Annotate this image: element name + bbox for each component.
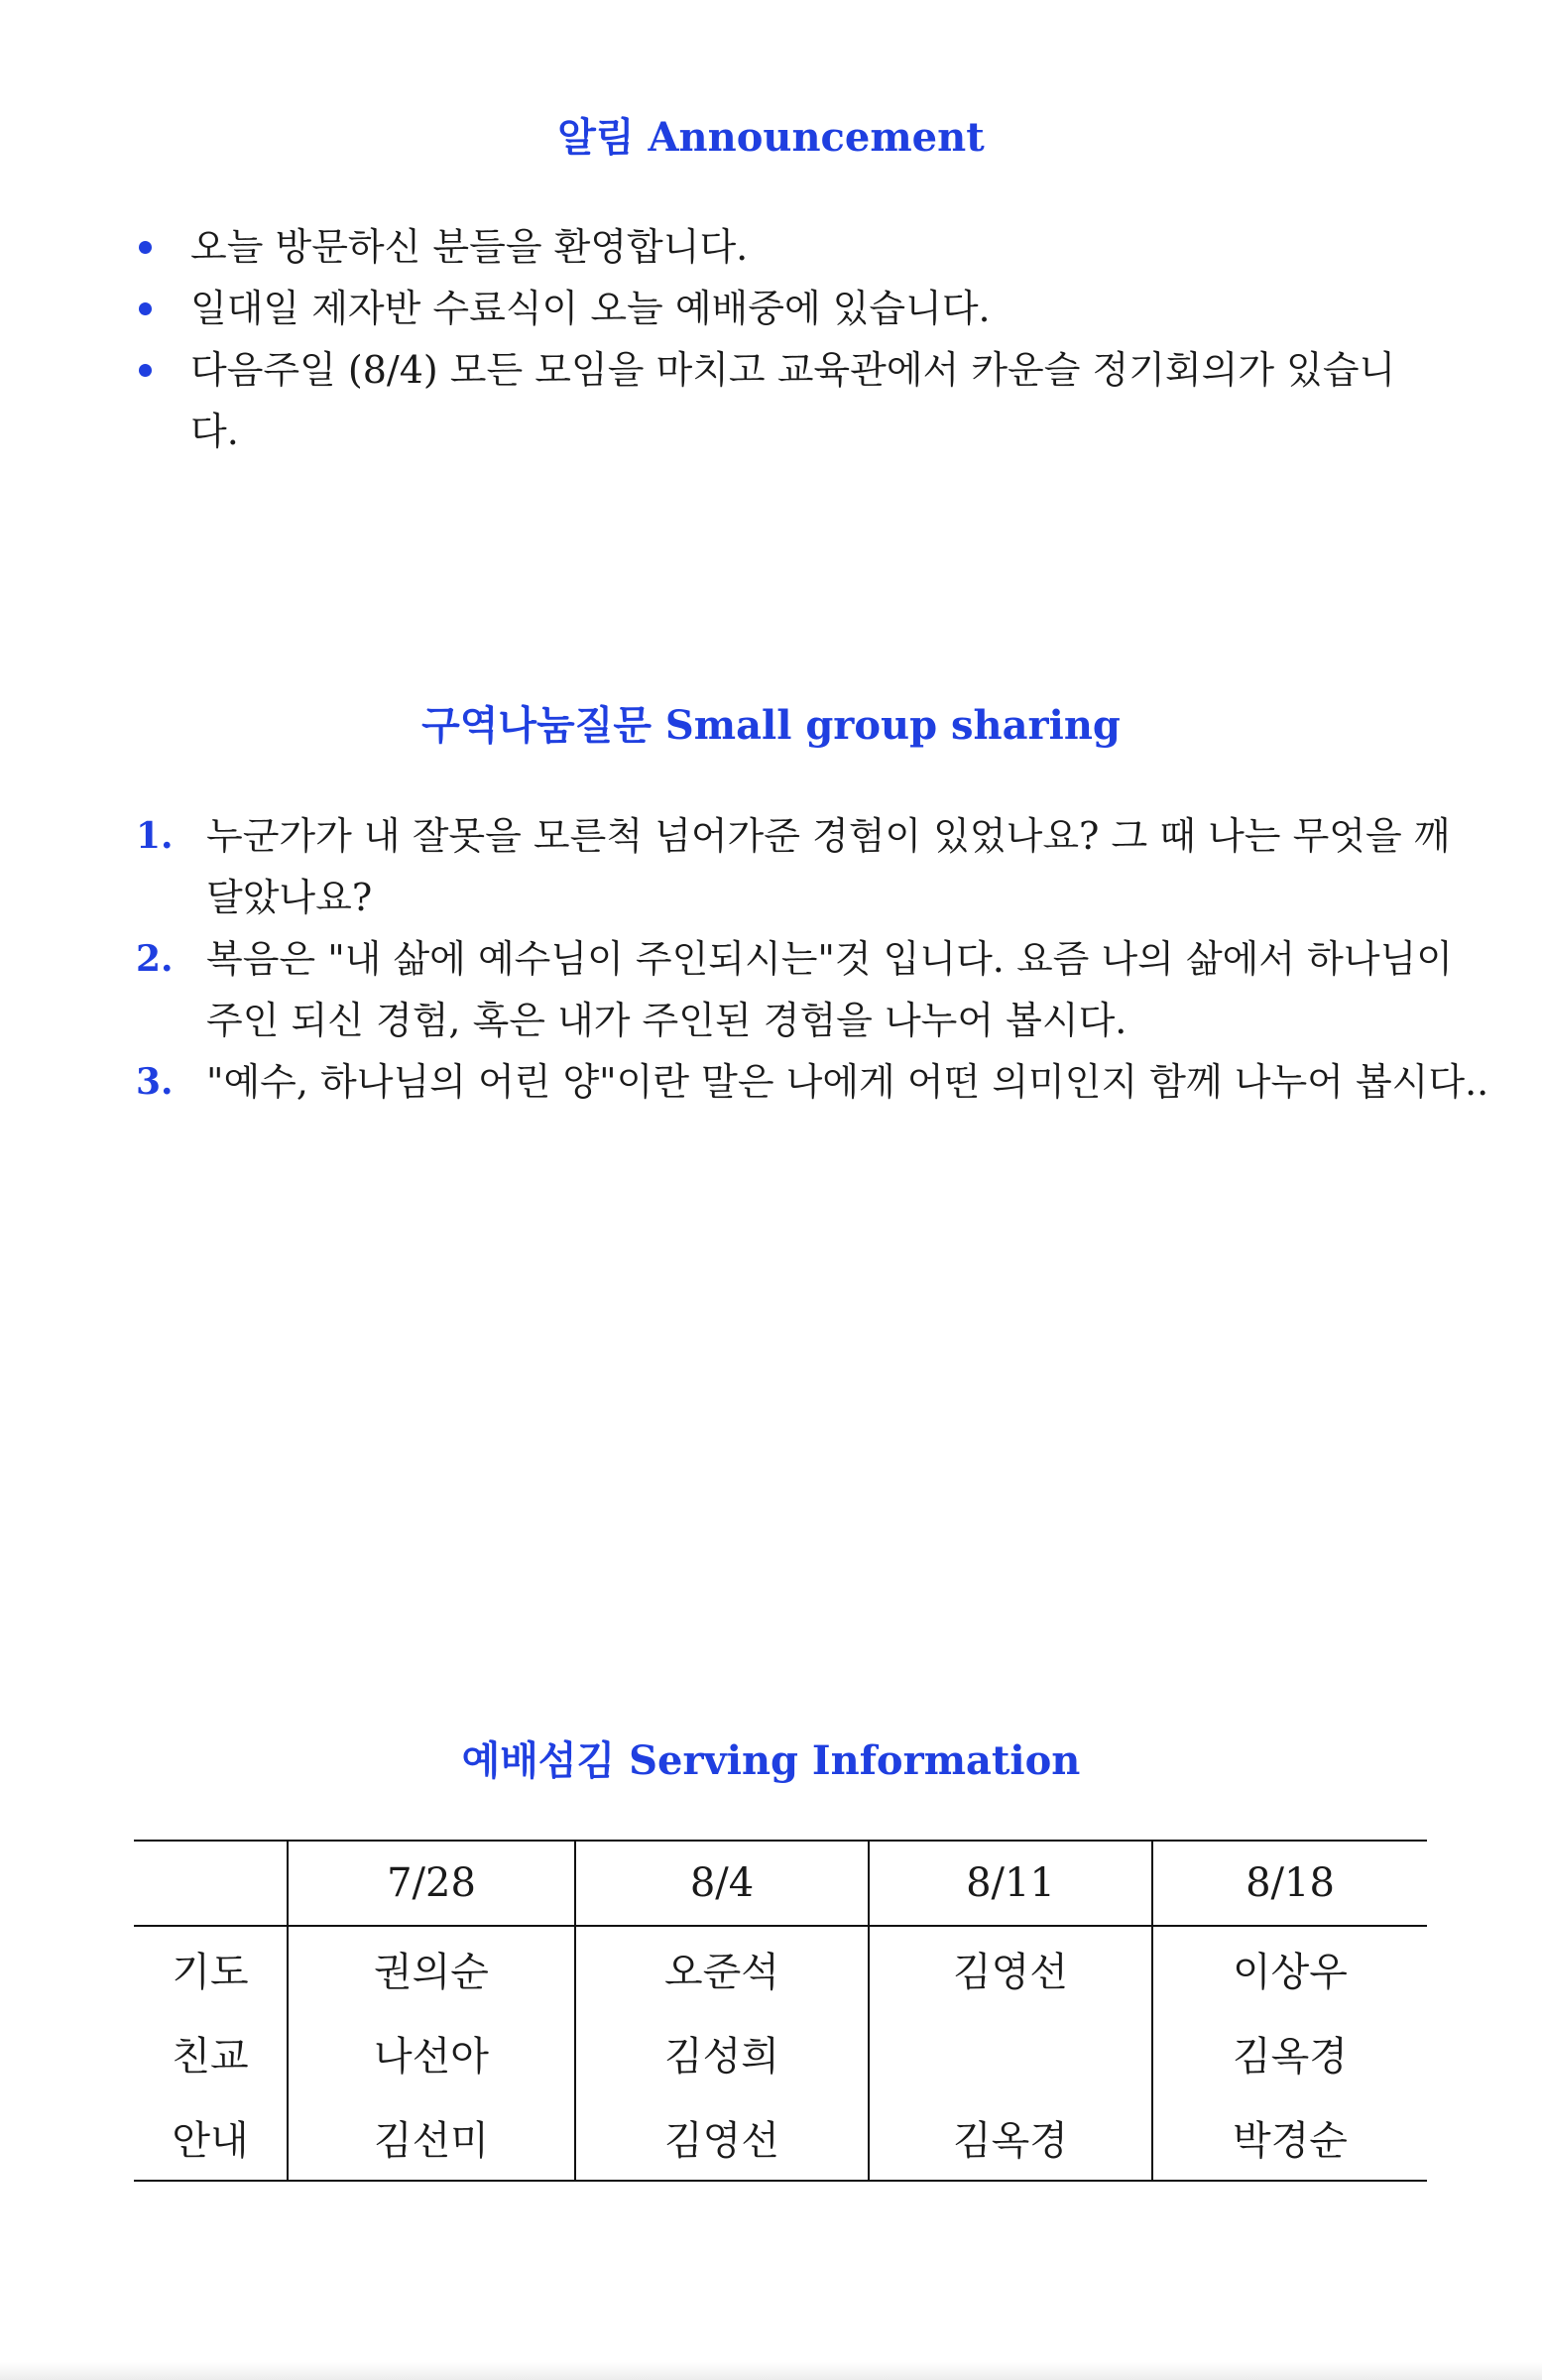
announcement-text: 다음주일 (8/4) 모든 모임을 마치고 교육관에서 카운슬 정기회의가 있습니다. — [190, 348, 1396, 453]
sharing-list — [134, 805, 1489, 1113]
name-cell: 나선아 — [288, 2011, 575, 2095]
bullet-icon — [139, 241, 152, 254]
announcement-text: 오늘 방문하신 분들을 환영합니다. — [190, 225, 749, 269]
bullet-icon — [139, 364, 152, 377]
announcement-list — [134, 216, 1423, 462]
item-number: 2. — [136, 938, 174, 980]
role-cell: 안내 — [172, 2118, 249, 2164]
header-date: 8/4 — [575, 1841, 869, 1926]
item-number: 1. — [136, 815, 174, 857]
name-cell: 이상우 — [1152, 1926, 1427, 2011]
item-number: 3. — [136, 1061, 174, 1103]
name-cell: 김영선 — [869, 1926, 1152, 2011]
serving-header-row — [134, 1841, 1427, 1926]
announcement-item — [134, 339, 1410, 462]
name-cell: 권의순 — [288, 1926, 575, 2011]
announcement-text: 일대일 제자반 수료식이 오늘 예배중에 있습니다. — [190, 287, 991, 330]
name-cell: 김성희 — [575, 2011, 869, 2095]
announcement-item — [134, 216, 1423, 278]
sharing-text: 누군가가 내 잘못을 모른척 넘어가준 경험이 있었나요? 그 때 나는 무엇을 깨달았나요? — [206, 814, 1451, 919]
header-date: 8/18 — [1152, 1841, 1427, 1926]
name-cell: 김선미 — [288, 2095, 575, 2181]
sharing-item — [134, 928, 1476, 1051]
table-row — [134, 1926, 1427, 2011]
name-cell — [869, 2011, 1152, 2095]
sharing-text: "예수, 하나님의 어린 양"이란 말은 나에게 어떤 의미인지 함께 나누어 봅시다.. — [206, 1060, 1489, 1104]
table-row — [134, 2011, 1427, 2095]
role-cell: 친교 — [172, 2034, 249, 2080]
header-corner — [134, 1841, 288, 1926]
header-date: 7/28 — [288, 1841, 575, 1926]
role-cell: 기도 — [172, 1950, 249, 1995]
serving-table — [134, 1840, 1427, 2182]
table-row — [134, 2095, 1427, 2181]
sharing-item — [134, 805, 1476, 928]
name-cell: 박경순 — [1152, 2095, 1427, 2181]
sharing-text: 복음은 "내 삶에 예수님이 주인되시는"것 입니다. 요즘 나의 삶에서 하나님이 주인 되신 경험, 혹은 내가 주인된 경험을 나누어 봅시다. — [206, 937, 1453, 1042]
name-cell: 김옥경 — [1152, 2011, 1427, 2095]
name-cell: 오준석 — [575, 1926, 869, 2011]
sharing-title: 구역나눔질문 Small group sharing — [421, 702, 1121, 749]
page-bottom-shadow — [0, 2362, 1542, 2380]
sharing-item — [134, 1051, 1495, 1113]
announcement-item — [134, 278, 1423, 339]
bullet-icon — [139, 302, 152, 315]
serving-title: 예배섬김 Serving Information — [461, 1737, 1081, 1784]
header-date: 8/11 — [869, 1841, 1152, 1926]
name-cell: 김옥경 — [869, 2095, 1152, 2181]
name-cell: 김영선 — [575, 2095, 869, 2181]
announcement-title: 알림 Announcement — [557, 114, 985, 161]
